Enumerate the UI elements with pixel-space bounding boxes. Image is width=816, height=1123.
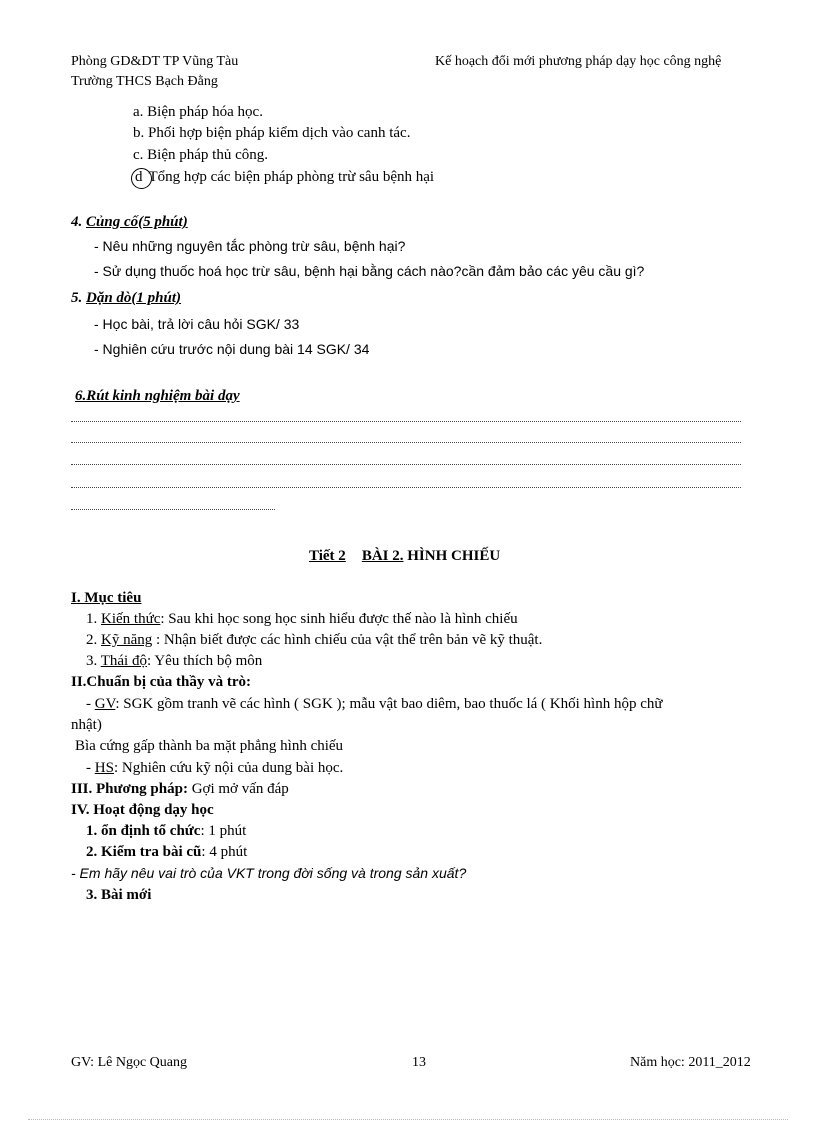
activity-step-1-label: 1. ổn định tổ chức [86, 823, 201, 839]
objective-3-label: Thái độ [100, 653, 147, 669]
section-4-title: Củng cố(5 phút) [86, 214, 188, 230]
option-b: b. Phối hợp biện pháp kiểm dịch vào canh tác. [133, 125, 411, 141]
objective-attitude [86, 653, 262, 670]
notes-dotted-line [71, 509, 275, 510]
option-a: a. Biện pháp hóa học. [133, 104, 263, 120]
method-line [71, 781, 289, 798]
section-5-number: 5. [71, 290, 83, 306]
footer-page-number: 13 [412, 1055, 426, 1070]
preparation-gv-label: GV [94, 696, 116, 712]
header-document-title: Kế hoạch đổi mới phương pháp dạy học công nghệ [435, 54, 722, 69]
preparation-teacher [86, 696, 663, 713]
preparation-hs-text: : Nghiên cứu kỹ nội của dung bài học. [113, 760, 344, 776]
objective-1-number: 1. [86, 611, 101, 627]
lesson-title [309, 548, 500, 565]
notes-dotted-line [71, 421, 741, 422]
header-school-name: Trường THCS Bạch Đằng [71, 74, 218, 89]
preparation-heading: II.Chuẩn bị của thầy và trò: [71, 674, 252, 690]
option-d [135, 169, 434, 186]
review-question: - Em hãy nêu vai trò của VKT trong đời sống và trong sản xuất? [71, 865, 467, 881]
objective-skill [86, 632, 542, 649]
page-bottom-edge [28, 1119, 788, 1120]
notes-dotted-line [71, 442, 741, 443]
preparation-teacher-cont: nhật) [71, 717, 102, 733]
preparation-gv-text: : SGK gồm tranh vẽ các hình ( SGK ); mẫu vật bao diêm, bao thuốc lá ( Khối hình hộp chữ [115, 696, 663, 712]
method-text: Gợi mở vấn đáp [187, 781, 289, 797]
activities-heading: IV. Hoạt động dạy học [71, 802, 214, 818]
section-6-heading: 6.Rút kinh nghiệm bài dạy [75, 388, 240, 404]
option-d-letter: d [135, 169, 143, 185]
section-5-heading [71, 290, 181, 307]
activity-step-2-text: : 4 phút [201, 844, 248, 860]
activity-step-2-label: 2. Kiểm tra bài cũ [86, 844, 202, 860]
notes-dotted-line [71, 487, 741, 488]
footer-teacher: GV: Lê Ngọc Quang [71, 1055, 187, 1070]
objective-3-text: : Yêu thích bộ môn [146, 653, 263, 669]
lesson-label: BÀI 2. [361, 548, 404, 564]
preparation-gv-dash: - [86, 696, 95, 712]
preparation-teacher-board: Bìa cứng gấp thành ba mặt phẳng hình chiếu [75, 738, 344, 754]
section-4-line-1: - Nêu những nguyên tắc phòng trừ sâu, bệnh hại? [94, 238, 406, 254]
objective-1-text: : Sau khi học song học sinh hiểu được thế nào là hình chiếu [160, 611, 518, 627]
section-4-line-2: - Sử dụng thuốc hoá học trừ sâu, bệnh hại bằng cách nào?cần đảm bảo các yêu cầu gì? [94, 263, 645, 279]
lesson-name: HÌNH CHIẾU [407, 548, 501, 564]
objective-2-number: 2. [86, 632, 101, 648]
section-5-line-2: - Nghiên cứu trước nội dung bài 14 SGK/ 34 [94, 341, 370, 357]
option-d-text: Tổng hợp các biện pháp phòng trừ sâu bệnh hại [148, 169, 435, 185]
notes-dotted-line [71, 464, 741, 465]
section-4-heading [71, 214, 188, 231]
section-5-title: Dặn dò(1 phút) [86, 290, 182, 306]
activity-step-1-text: : 1 phút [200, 823, 247, 839]
objective-knowledge [86, 611, 518, 628]
objectives-heading: I. Mục tiêu [71, 590, 142, 606]
preparation-hs-dash: - [86, 760, 95, 776]
preparation-student [86, 760, 343, 777]
method-heading: III. Phương pháp: [71, 781, 188, 797]
objective-1-label: Kiến thức [101, 611, 161, 627]
section-4-number: 4. [71, 214, 83, 230]
objective-2-label: Kỹ năng [101, 632, 153, 648]
footer-school-year: Năm học: 2011_2012 [630, 1055, 751, 1070]
option-c: c. Biện pháp thủ công. [133, 147, 268, 163]
objective-3-number: 3. [86, 653, 101, 669]
preparation-hs-label: HS [94, 760, 114, 776]
activity-step-3: 3. Bài mới [86, 887, 152, 903]
section-5-line-1: - Học bài, trả lời câu hỏi SGK/ 33 [94, 316, 300, 332]
objective-2-text: : Nhận biết được các hình chiếu của vật thể trên bản vẽ kỹ thuật. [152, 632, 543, 648]
activity-step-2 [86, 844, 247, 861]
activity-step-1 [86, 823, 246, 840]
header-school-office: Phòng GD&DT TP Vũng Tàu [71, 54, 239, 69]
lesson-period: Tiết 2 [309, 548, 346, 564]
